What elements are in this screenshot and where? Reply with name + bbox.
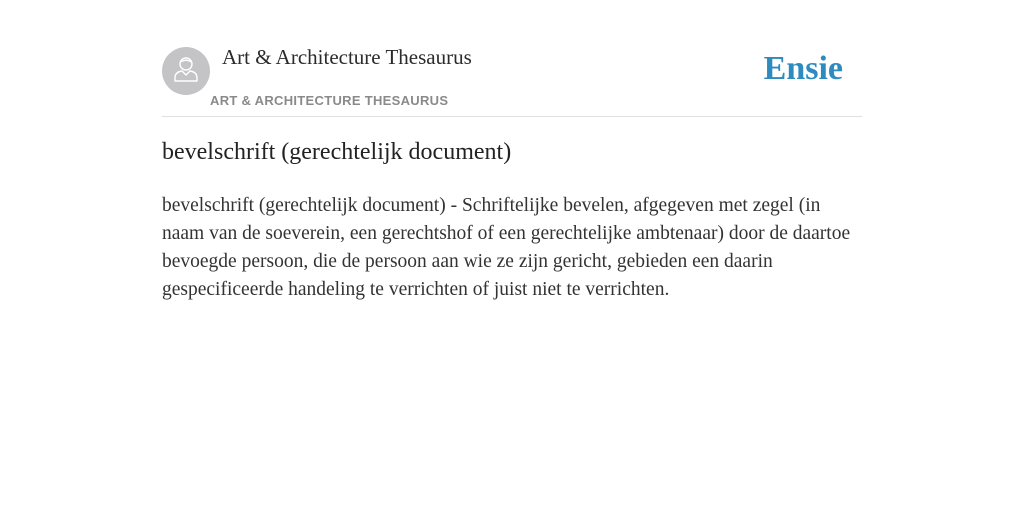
- entry-definition: bevelschrift (gerechtelijk document) - Schriftelijke bevelen, afgegeven met zegel (in naam van de soeverein, een gerechtshof of een gerechtelijke ambtenaar) door de daartoe bevoegde persoon, die de persoon aan wie ze zijn gericht, gebieden een daarin gespecificeerde handeling te verrichten of juist niet te verrichten.: [162, 195, 851, 300]
- author-avatar[interactable]: [162, 47, 210, 95]
- entry-title: bevelschrift (gerechtelijk document): [162, 139, 512, 165]
- user-silhouette-icon: [171, 54, 201, 89]
- page-container: [162, 0, 862, 512]
- ensie-logo[interactable]: Ensie: [763, 50, 843, 87]
- source-label[interactable]: ART & ARCHITECTURE THESAURUS: [210, 93, 449, 108]
- author-name[interactable]: Art & Architecture Thesaurus: [222, 45, 472, 69]
- entry-header: [162, 0, 862, 117]
